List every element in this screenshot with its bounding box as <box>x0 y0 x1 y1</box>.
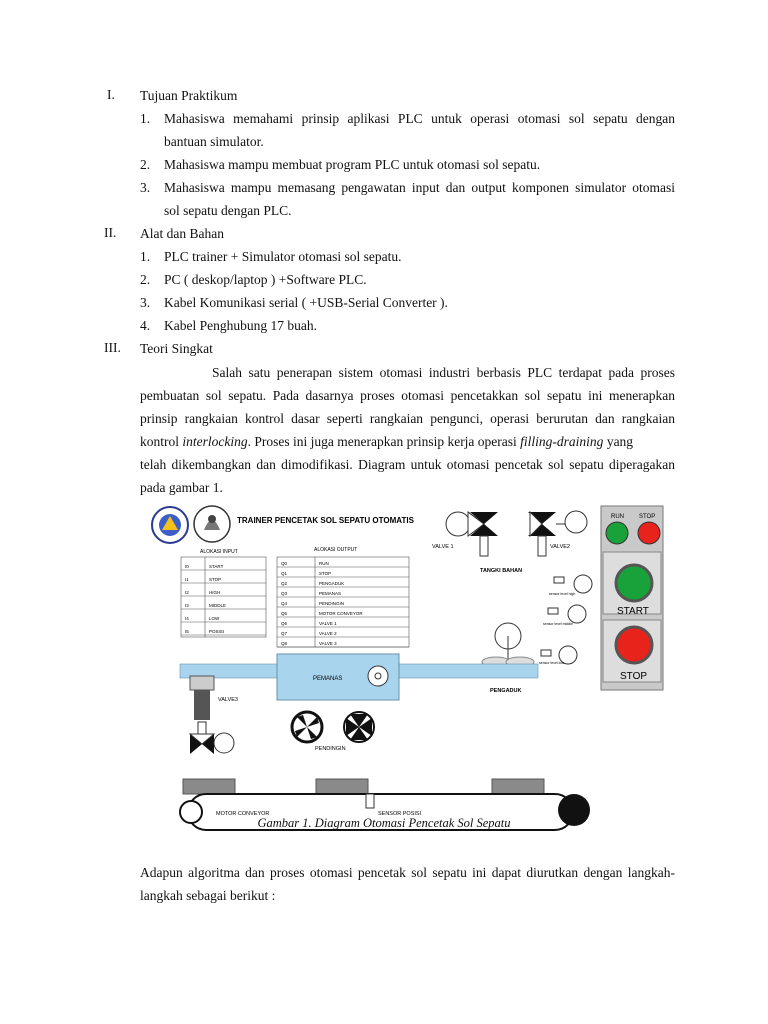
table-address: Q7 <box>281 631 288 636</box>
list-item-text: PC ( deskop/laptop ) +Software PLC. <box>164 272 367 287</box>
stop-button[interactable] <box>616 627 652 663</box>
list-item-text: Mahasiswa mampu membuat program PLC untuk otomasi sol sepatu. <box>164 157 541 172</box>
table-label: PENGADUK <box>319 581 345 586</box>
section-numeral: I. <box>107 87 115 102</box>
table-address: Q8 <box>281 641 288 646</box>
table-label: MOTOR CONVEYOR <box>319 611 363 616</box>
table-label: PEMANAS <box>319 591 342 596</box>
table-label: PENDINGIN <box>319 601 345 606</box>
list-item-text: Mahasiswa memahami prinsip aplikasi PLC untuk operasi otomasi sol sepatu dengan <box>164 111 675 126</box>
table-label: VALVE 1 <box>319 621 337 626</box>
table-address: Q5 <box>281 611 288 616</box>
list-item-text: Mahasiswa mampu memasang pengawatan input dan output komponen simulator otomasi <box>164 180 675 195</box>
heater <box>277 654 399 700</box>
table-label: MIDDLE <box>209 603 227 608</box>
svg-text:sensor level middle: sensor level middle <box>543 622 573 626</box>
table-label: START <box>209 564 224 569</box>
paragraph-line: langkah sebagai berikut : <box>140 888 276 903</box>
table-address: Q1 <box>281 571 288 576</box>
svg-text:sensor level high: sensor level high <box>549 592 576 596</box>
list-number: 2. <box>140 157 151 172</box>
input-table <box>181 557 266 637</box>
table-label: HIGH <box>209 590 221 595</box>
svg-text:RUN: RUN <box>611 514 624 520</box>
list-number: 2. <box>140 272 151 287</box>
svg-text:sensor level low: sensor level low <box>539 661 564 665</box>
table-address: I2 <box>185 590 189 595</box>
list-number: 4. <box>140 318 151 333</box>
table-address: Q4 <box>281 601 288 606</box>
stop-lamp <box>638 522 660 544</box>
svg-text:PENGADUK: PENGADUK <box>490 688 522 694</box>
table-label: STOP <box>209 577 222 582</box>
svg-text:START: START <box>617 606 649 617</box>
control-panel <box>601 506 663 690</box>
input-table-header: ALOKASI INPUT <box>200 549 238 555</box>
table-address: I4 <box>185 616 189 621</box>
svg-text:VALVE3: VALVE3 <box>218 697 238 703</box>
table-label: VALVE 2 <box>319 631 337 636</box>
list-number: 1. <box>140 249 151 264</box>
paragraph-line: Salah satu penerapan sistem otomasi industri berbasis PLC terdapat pada proses <box>212 365 675 380</box>
table-address: I0 <box>185 564 189 569</box>
university-logo <box>152 507 188 543</box>
figure-title: TRAINER PENCETAK SOL SEPATU OTOMATIS <box>237 516 414 525</box>
mixer <box>482 623 534 694</box>
table-label: POSISI <box>209 629 225 634</box>
svg-text:PEMANAS: PEMANAS <box>313 676 343 682</box>
list-number: 1. <box>140 111 151 126</box>
svg-text:VALVE 1: VALVE 1 <box>432 544 454 550</box>
paragraph-line: prinsip rangkaian kontrol dasar seperti rangkaian pengunci, operasi berurutan dan rangkaian <box>140 411 675 426</box>
table-address: Q0 <box>281 561 288 566</box>
list-item-text: sol sepatu dengan PLC. <box>164 203 292 218</box>
paragraph-line: pembuatan sol sepatu. Pada dasarnya proses otomasi pencetakkan sol sepatu ini menerapkan <box>140 388 675 403</box>
paragraph-line: telah dikembangkan dan dimodifikasi. Diagram untuk otomasi pencetak sol sepatu diperagakan <box>140 457 675 472</box>
table-address: Q3 <box>281 591 288 596</box>
table-address: Q6 <box>281 621 288 626</box>
tut-wuri-logo <box>194 506 230 542</box>
cooler-fans <box>292 712 374 752</box>
valve-1 <box>432 512 498 556</box>
svg-text:PENDINGIN: PENDINGIN <box>315 746 346 752</box>
table-address: I1 <box>185 577 189 582</box>
paragraph-line: pada gambar 1. <box>140 480 223 495</box>
table-label: LOW <box>209 616 220 621</box>
section-title: Alat dan Bahan <box>140 226 224 241</box>
list-item-text: Kabel Penghubung 17 buah. <box>164 318 317 333</box>
table-label: RUN <box>319 561 329 566</box>
list-item-text: Kabel Komunikasi serial ( +USB-Serial Converter ). <box>164 295 448 310</box>
valve-3 <box>190 676 238 754</box>
level-sensors <box>539 575 592 665</box>
figure-caption: Gambar 1. Diagram Otomasi Pencetak Sol Sepatu <box>257 816 511 830</box>
paragraph-line: kontrol interlocking. Proses ini juga menerapkan prinsip kerja operasi filling-draining yang <box>140 434 634 449</box>
list-number: 3. <box>140 295 151 310</box>
section-numeral: III. <box>104 340 121 355</box>
section-numeral: II. <box>104 225 117 240</box>
table-address: I5 <box>185 629 189 634</box>
output-table-header: ALOKASI OUTPUT <box>314 547 358 553</box>
start-button[interactable] <box>616 565 652 601</box>
svg-text:MOTOR CONVEYOR: MOTOR CONVEYOR <box>216 811 270 817</box>
svg-text:STOP: STOP <box>639 514 656 520</box>
section-title: Teori Singkat <box>140 341 213 356</box>
list-item-text: PLC trainer + Simulator otomasi sol sepatu. <box>164 249 402 264</box>
section-title: Tujuan Praktikum <box>140 88 238 103</box>
paragraph-line: Adapun algoritma dan proses otomasi pencetak sol sepatu ini dapat diurutkan dengan langkah- <box>140 865 675 880</box>
table-address: Q2 <box>281 581 288 586</box>
list-number: 3. <box>140 180 151 195</box>
run-lamp <box>606 522 628 544</box>
svg-text:VALVE2: VALVE2 <box>550 544 570 550</box>
table-address: I3 <box>185 603 189 608</box>
svg-text:SENSOR POSISI: SENSOR POSISI <box>378 811 422 817</box>
svg-text:STOP: STOP <box>620 671 648 682</box>
table-label: STOP <box>319 571 332 576</box>
tank-label: TANGKI BAHAN <box>480 568 523 574</box>
table-label: VALVE 3 <box>319 641 337 646</box>
valve-2 <box>528 511 587 556</box>
list-item-text: bantuan simulator. <box>164 134 264 149</box>
